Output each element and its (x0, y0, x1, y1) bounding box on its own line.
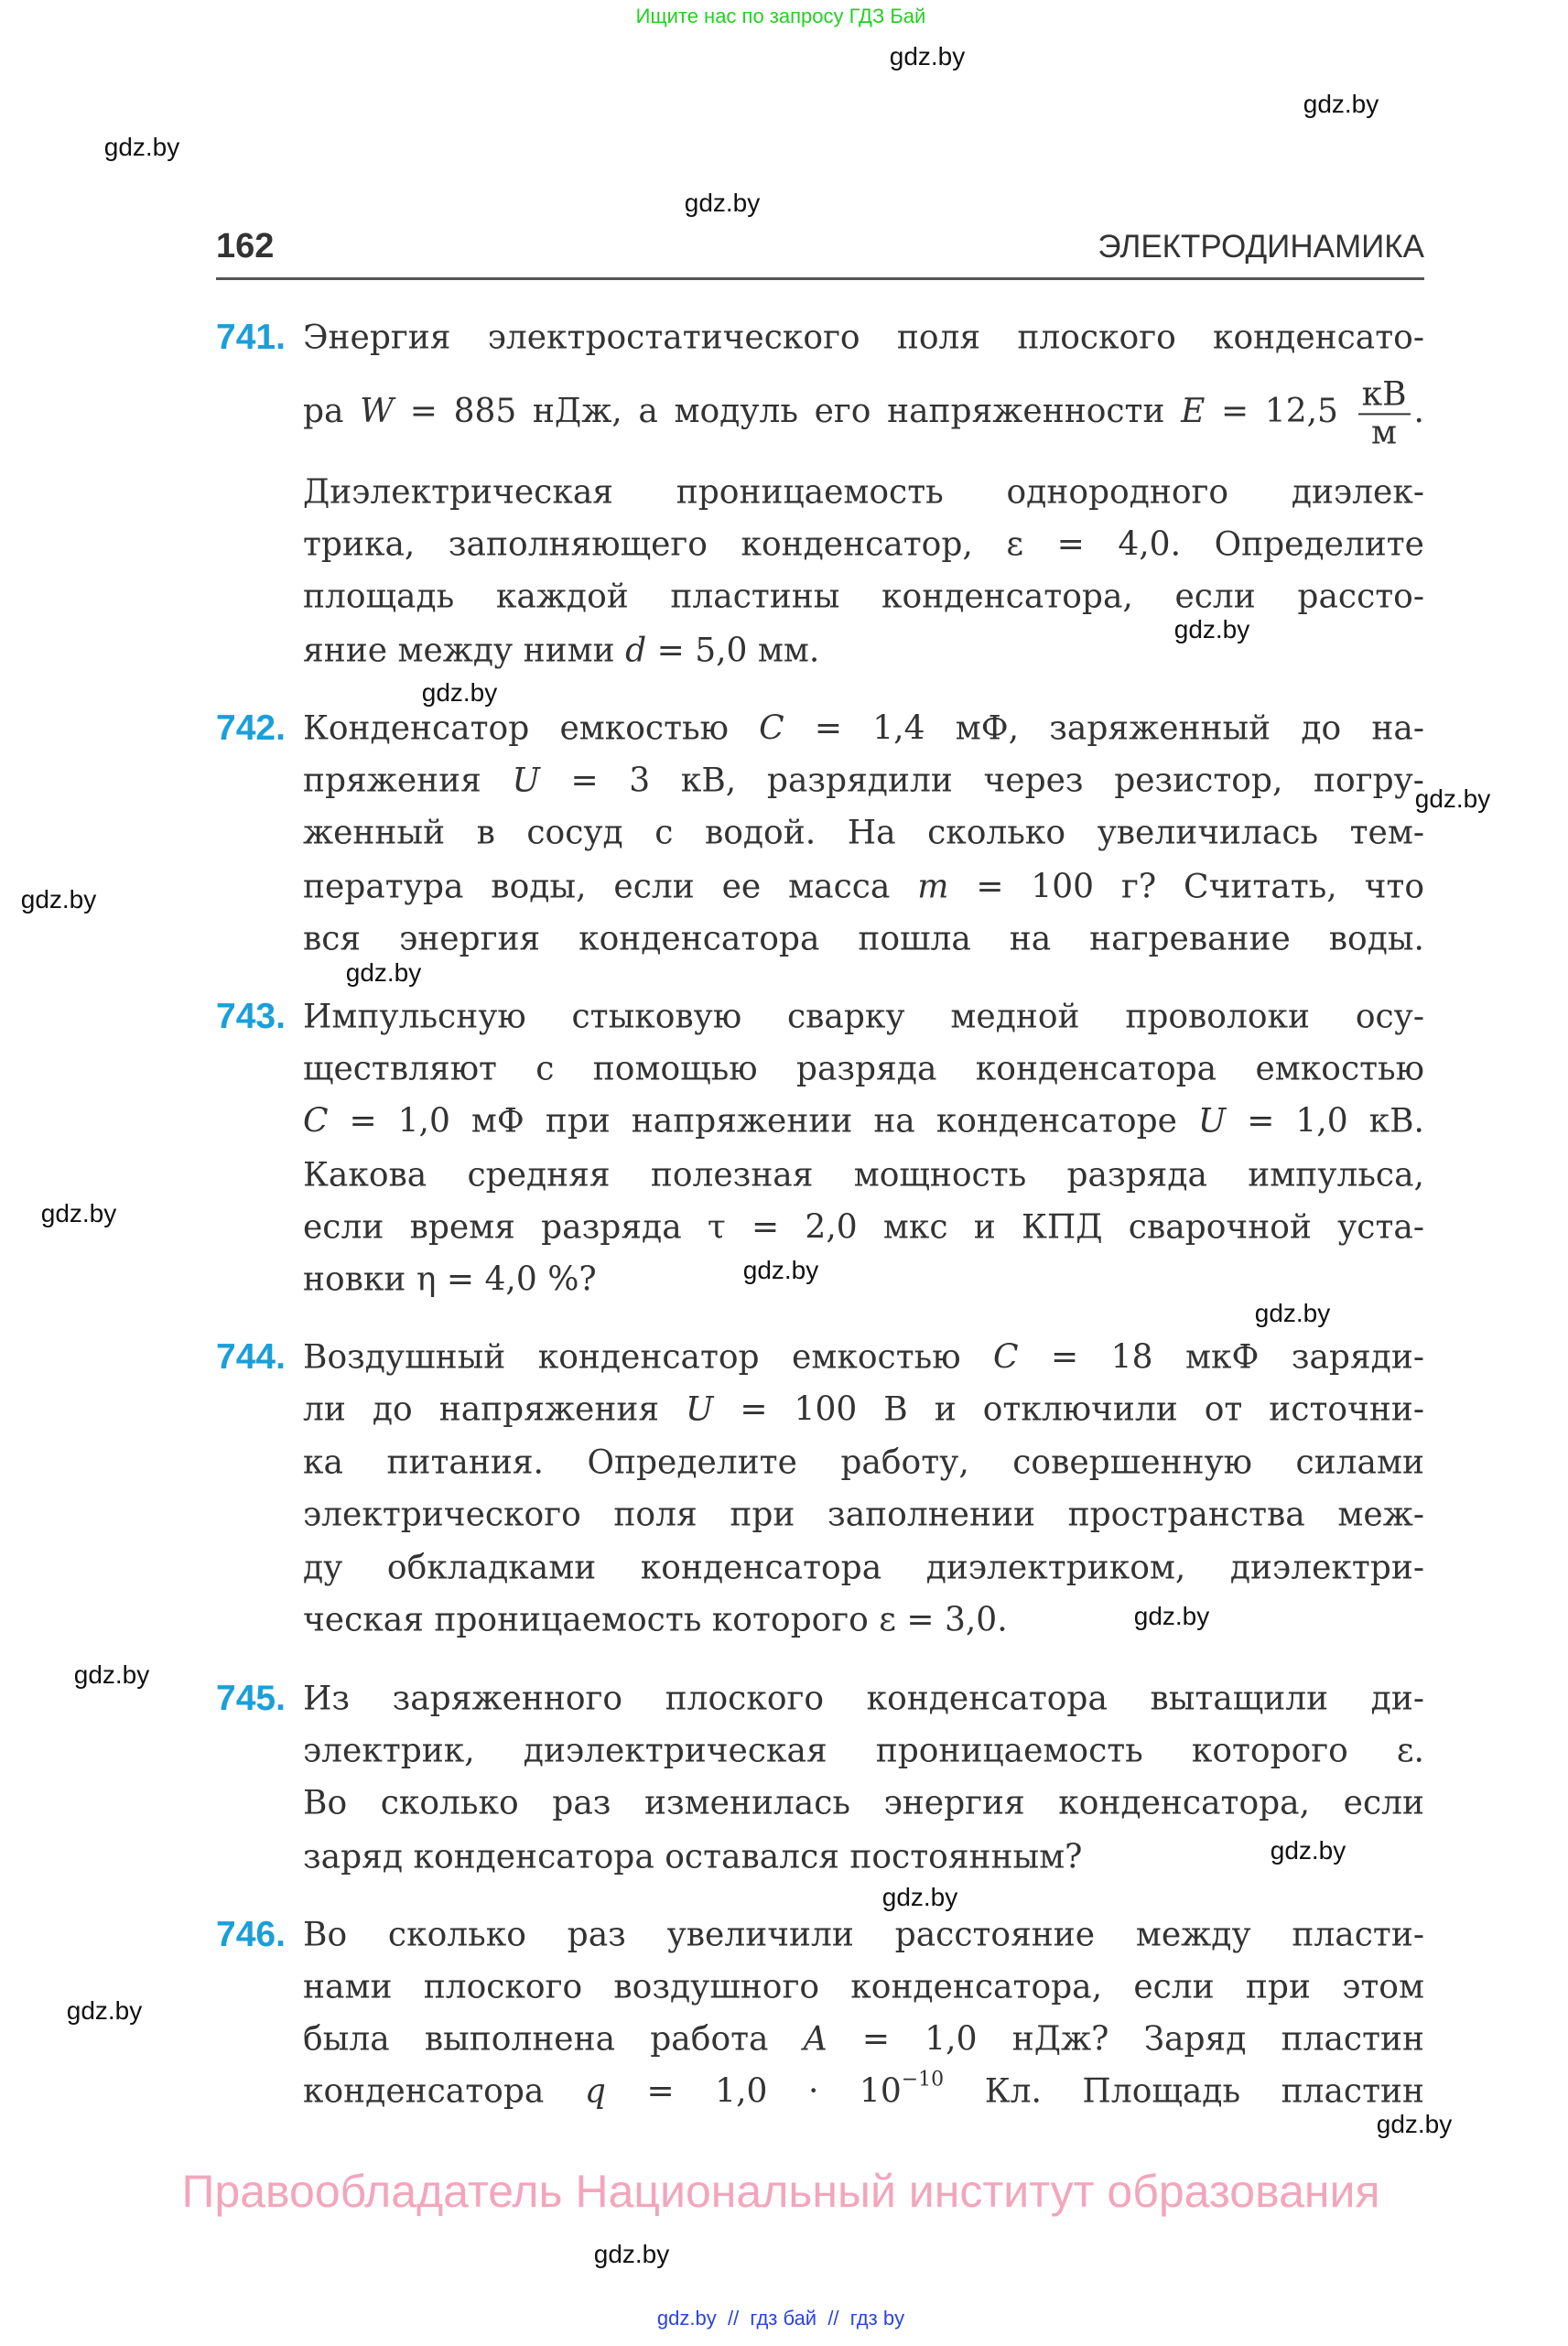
problem-text-line (303, 1783, 1424, 1822)
text-segment: Во сколько раз изменилась энергия конденсатора, если (303, 1784, 1424, 1822)
variable: E (1181, 393, 1206, 430)
problem-text-line (303, 1259, 1424, 1299)
text-segment: = 5,0 мм. (646, 632, 820, 670)
text-segment: ду обкладками конденсатора диэлектриком, диэлектри- (303, 1549, 1424, 1587)
watermark: gdz.by (684, 189, 761, 217)
text-segment: если время разряда τ = 2,0 мкс и КПД сварочной уста- (303, 1208, 1424, 1247)
problem-text-line (303, 813, 1424, 852)
exponent: −10 (901, 2068, 945, 2092)
problem-text-line (303, 1679, 1424, 1718)
problem-text-line (303, 376, 1424, 450)
text-segment: Воздушный конденсатор емкостью (303, 1338, 994, 1377)
problem-text-line (303, 1049, 1424, 1088)
problem-text-line (303, 1337, 1424, 1377)
problem-text-line (303, 2068, 1424, 2111)
variable: W (360, 393, 395, 430)
text-segment: ческая проницаемость которого ε = 3,0. (303, 1601, 1008, 1639)
fraction-numerator: кВ (1358, 376, 1411, 415)
problem-text-line (303, 708, 1424, 748)
text-segment: трика, заполняющего конденсатор, ε = 4,0. Определите (303, 525, 1424, 564)
watermark: gdz.by (20, 885, 97, 914)
problem-text-line (303, 472, 1424, 512)
text-segment: ра (303, 393, 361, 430)
watermark: gdz.by (1270, 1836, 1346, 1865)
problem-text-line (303, 919, 1424, 958)
variable: q (584, 2072, 606, 2111)
watermark: gdz.by (73, 1660, 150, 1689)
problem-number: 746. (216, 1915, 286, 1954)
text-segment: Энергия электростатического поля плоского конденсато- (303, 319, 1424, 357)
text-segment: = 1,0 нДж? Заряд пластин (827, 2020, 1424, 2059)
text-segment: ществляют с помощью разряда конденсатора емкостью (303, 1050, 1424, 1088)
text-segment: Во сколько раз увеличили расстояние между пласти- (303, 1916, 1424, 1954)
footer-links[interactable]: gdz.by // гдз бай // гдз by (656, 2307, 905, 2330)
problem-number: 745. (216, 1679, 286, 1718)
text-segment: Какова средняя полезная мощность разряда импульса, (303, 1156, 1424, 1195)
text-segment: электрик, диэлектрическая проницаемость которого ε. (303, 1732, 1424, 1770)
text-segment: пература воды, если ее масса (303, 868, 918, 906)
text-segment: = 885 нДж, а модуль его напряженности (394, 393, 1182, 430)
section-title: ЭЛЕКТРОДИНАМИКА (1098, 229, 1424, 265)
variable: C (303, 1102, 329, 1141)
watermark: gdz.by (1414, 784, 1491, 813)
top-search-notice: Ищите нас по запросу ГДЗ Бай (635, 5, 926, 27)
problem-text-line (303, 318, 1424, 357)
watermark: gdz.by (742, 1256, 819, 1284)
fraction (1358, 376, 1411, 450)
header-divider (216, 277, 1424, 280)
variable: A (803, 2020, 827, 2059)
text-segment: была выполнена работа (303, 2020, 804, 2059)
text-segment: женный в сосуд с водой. На сколько увеличилась тем- (303, 814, 1424, 852)
text-segment: . (1413, 393, 1424, 430)
problem-number: 743. (216, 997, 286, 1036)
problem-text-line (303, 1967, 1424, 2006)
text-segment: площадь каждой пластины конденсатора, если рассто- (303, 578, 1424, 616)
text-segment: вся энергия конденсатора пошла на нагревание воды. (303, 920, 1424, 958)
variable: C (993, 1338, 1019, 1377)
problem-number: 741. (216, 318, 286, 357)
text-segment: конденсатора (303, 2072, 585, 2111)
problem-text-line (303, 997, 1424, 1036)
problem-text-line (303, 867, 1424, 906)
watermark: gdz.by (1376, 2110, 1453, 2138)
variable: U (1197, 1102, 1227, 1141)
watermark: gdz.by (889, 42, 966, 70)
text-segment: = 100 г? Считать, что (948, 868, 1424, 906)
watermark: gdz.by (593, 2240, 670, 2268)
problem-text-line (303, 761, 1424, 800)
problem-text-line (303, 1495, 1424, 1534)
page-number: 162 (216, 227, 275, 265)
text-segment: Конденсатор емкостью (303, 709, 760, 748)
watermark: gdz.by (1133, 1602, 1210, 1630)
text-segment: = 1,0 кВ. (1226, 1102, 1424, 1141)
watermark: gdz.by (103, 133, 180, 161)
problem-text-line (303, 1101, 1424, 1141)
variable: d (625, 632, 647, 670)
text-segment: ка питания. Определите работу, совершенную силами (303, 1443, 1424, 1482)
problem-number: 744. (216, 1337, 286, 1377)
problem-text-line (303, 1731, 1424, 1770)
problem-number: 742. (216, 708, 286, 748)
problem-text-line (303, 1155, 1424, 1195)
text-segment: Диэлектрическая проницаемость однородного диэлек- (303, 473, 1424, 512)
text-segment: = 18 мкФ заряди- (1018, 1338, 1424, 1377)
problem-text-line (303, 1548, 1424, 1587)
text-segment: = 3 кВ, разрядили через резистор, погру- (539, 762, 1424, 800)
text-segment: = 12,5 (1205, 393, 1355, 430)
problem-text-line (303, 577, 1424, 616)
text-segment: электрического поля при заполнении пространства меж- (303, 1496, 1424, 1534)
problem-text-line (303, 1915, 1424, 1954)
text-segment: новки η = 4,0 %? (303, 1260, 597, 1299)
fraction-denominator: м (1371, 414, 1398, 451)
variable: C (759, 709, 784, 748)
problem-text-line (303, 631, 1424, 670)
text-segment: = 1,0 · 10 (605, 2072, 902, 2111)
problem-text-line (303, 1443, 1424, 1482)
watermark: gdz.by (881, 1883, 958, 1911)
text-segment: заряд конденсатора оставался постоянным? (303, 1838, 1083, 1876)
text-segment: Импульсную стыковую сварку медной проволоки осу- (303, 998, 1424, 1036)
watermark: gdz.by (1303, 90, 1379, 118)
text-segment: = 1,4 мФ, заряженный до на- (784, 709, 1425, 748)
problem-text-line (303, 1600, 1424, 1639)
text-segment: Из заряженного плоского конденсатора вытащили ди- (303, 1680, 1424, 1718)
variable: U (512, 762, 540, 800)
variable: m (917, 868, 949, 906)
problem-text-line (303, 1837, 1424, 1876)
text-segment: ли до напряжения (303, 1390, 687, 1429)
problem-text-line (303, 1389, 1424, 1429)
text-segment: = 1,0 мФ при напряжении на конденсаторе (328, 1102, 1198, 1141)
problem-text-line (303, 2019, 1424, 2059)
problem-text-line (303, 1207, 1424, 1247)
text-segment: яние между ними (303, 632, 626, 670)
variable: U (686, 1390, 714, 1429)
text-segment: пряжения (303, 762, 513, 800)
text-segment: нами плоского воздушного конденсатора, если при этом (303, 1968, 1424, 2006)
text-segment: Кл. Площадь пластин (944, 2072, 1424, 2111)
watermark: gdz.by (66, 1996, 143, 2025)
watermark: gdz.by (345, 958, 422, 987)
watermark: gdz.by (1254, 1299, 1331, 1327)
problem-text-line (303, 524, 1424, 564)
watermark: gdz.by (421, 678, 498, 707)
text-segment: = 100 В и отключили от источни- (713, 1390, 1424, 1429)
watermark: gdz.by (40, 1199, 117, 1227)
watermark: gdz.by (1173, 615, 1250, 643)
copyright-notice: Правообладатель Национальный институт образования (181, 2166, 1380, 2217)
